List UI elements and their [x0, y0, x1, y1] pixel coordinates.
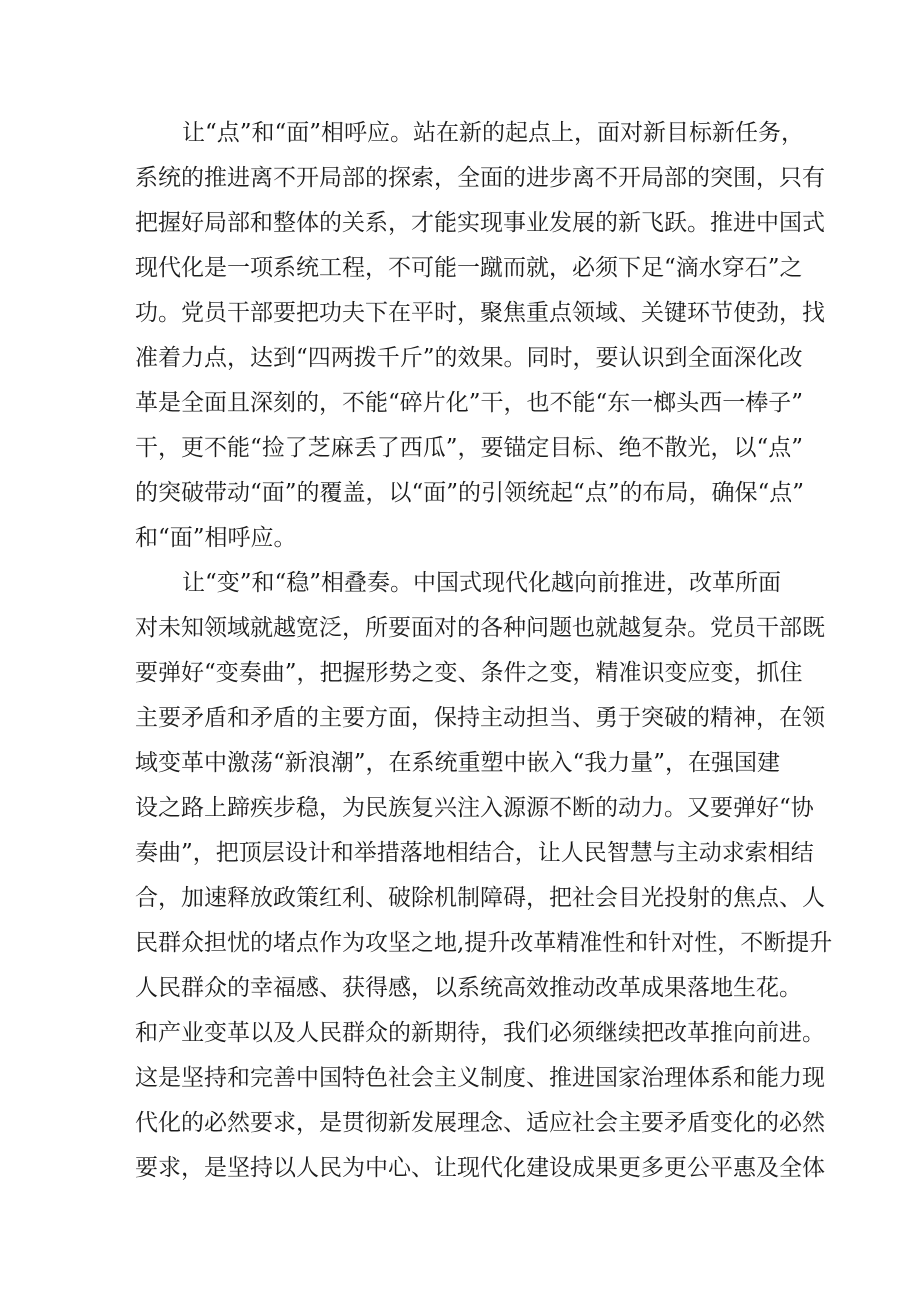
- paragraph-line: 域变革中激荡“新浪潮”，在系统重塑中嵌入“我力量”，在强国建: [135, 750, 781, 776]
- paragraph-line: 人民群众的幸福感、获得感，以系统高效推动改革成果落地生花。: [135, 975, 802, 1001]
- paragraph-line: 要弹好“变奏曲”，把握形势之变、条件之变，精准识变应变，抓住: [135, 660, 803, 686]
- paragraph-line: 奏曲”，把顶层设计和举措落地相结合，让人民智慧与主动求索相结: [135, 840, 814, 866]
- paragraph-line: 合，加速释放政策红利、破除机制障碍，把社会目光投射的焦点、人: [135, 885, 825, 911]
- paragraph-line: 设之路上蹄疾步稳，为民族复兴注入源源不断的动力。又要弹好“协: [135, 795, 814, 821]
- paragraph-line: 革是全面且深刻的，不能“碎片化”干，也不能“东一榔头西一棒子”: [135, 390, 804, 416]
- paragraph-line: 和产业变革以及人民群众的新期待，我们必须继续把改革推向前进。: [135, 1020, 825, 1046]
- paragraph-line: 干，更不能“捡了芝麻丢了西瓜”，要锚定目标、绝不散光，以“点”: [135, 435, 804, 461]
- paragraph-line: 民群众担忧的堵点作为攻坚之地,提升改革精准性和针对性，不断提升: [135, 930, 833, 956]
- paragraph-line: 让“点”和“面”相呼应。站在新的起点上，面对新目标新任务，: [182, 120, 805, 146]
- paragraph-line: 要求，是坚持以人民为中心、让现代化建设成果更多更公平惠及全体: [135, 1155, 825, 1181]
- paragraph-line: 对未知领域就越宽泛，所要面对的各种问题也就越复杂。党员干部既: [135, 615, 825, 641]
- paragraph-line: 现代化是一项系统工程，不可能一蹴而就，必须下足“滴水穿石”之: [135, 255, 803, 281]
- paragraph-line: 让“变”和“稳”相叠奏。中国式现代化越向前推进，改革所面: [182, 570, 782, 596]
- paragraph-line: 把握好局部和整体的关系，才能实现事业发展的新飞跃。推进中国式: [135, 210, 825, 236]
- paragraph-line: 这是坚持和完善中国特色社会主义制度、推进国家治理体系和能力现: [135, 1065, 825, 1091]
- paragraph-line: 和“面”相呼应。: [135, 525, 297, 551]
- paragraph-line: 代化的必然要求，是贯彻新发展理念、适应社会主要矛盾变化的必然: [135, 1110, 825, 1136]
- paragraph-line: 系统的推进离不开局部的探索，全面的进步离不开局部的突围，只有: [135, 165, 825, 191]
- paragraph-line: 功。党员干部要把功夫下在平时，聚焦重点领域、关键环节使劲，找: [135, 300, 825, 326]
- paragraph-line: 准着力点，达到“四两拨千斤”的效果。同时，要认识到全面深化改: [135, 345, 803, 371]
- paragraph-line: 主要矛盾和矛盾的主要方面，保持主动担当、勇于突破的精神，在领: [135, 705, 825, 731]
- paragraph-line: 的突破带动“面”的覆盖，以“面”的引领统起“点”的布局，确保“点”: [135, 480, 805, 506]
